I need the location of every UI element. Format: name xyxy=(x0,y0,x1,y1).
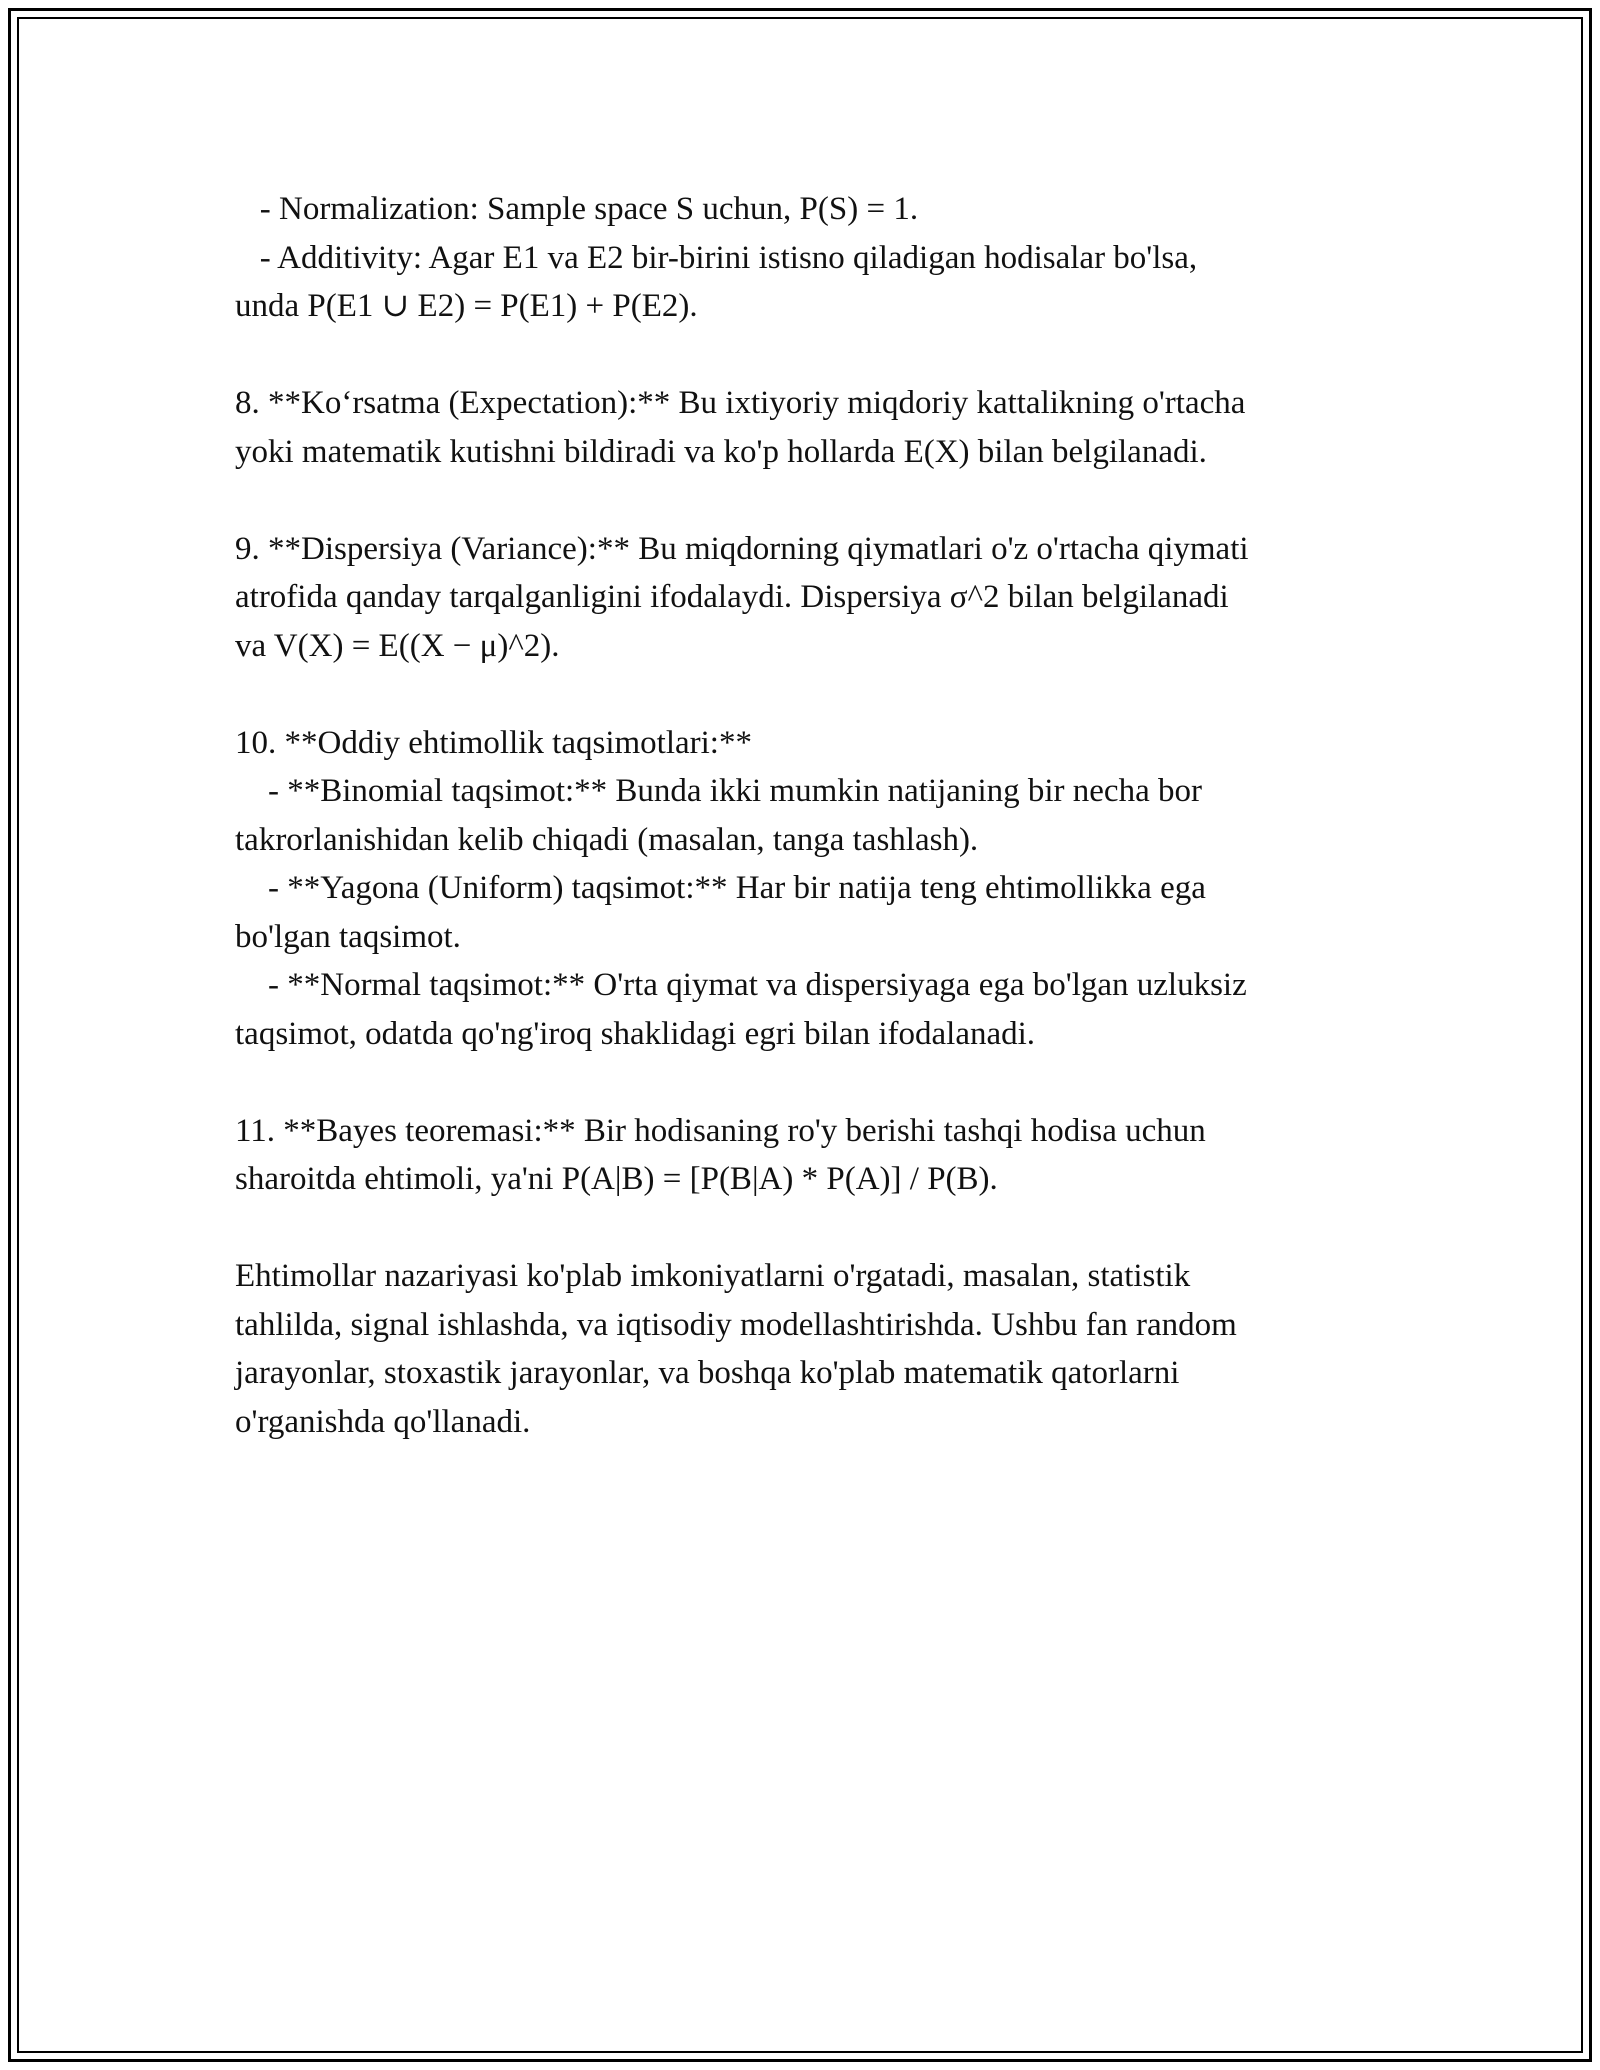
paragraph-spacer xyxy=(235,331,1385,380)
binomial-line-1: - **Binomial taqsimot:** Bunda ikki mumkin natijaning bir necha bor xyxy=(235,773,1202,809)
variance-item xyxy=(235,525,1385,671)
expectation-item xyxy=(235,379,1385,476)
conclusion-line-4: o'rganishda qo'llanadi. xyxy=(235,1403,531,1440)
normalization-line: - Normalization: Sample space S uchun, P(S) = 1. xyxy=(235,191,919,227)
probability-axioms-block xyxy=(235,185,1385,331)
distributions-heading: 10. **Oddiy ehtimollik taqsimotlari:** xyxy=(235,724,752,761)
bayes-line-2: sharoitda ehtimoli, ya'ni P(A|B) = [P(B|A) * P(A)] / P(B). xyxy=(235,1161,998,1197)
variance-line-2: atrofida qanday tarqalganligini ifodalaydi. Dispersiya σ^2 bilan belgilanadi xyxy=(235,579,1229,615)
conclusion-line-3: jarayonlar, stoxastik jarayonlar, va boshqa ko'plab matematik qatorlarni xyxy=(235,1355,1180,1391)
expectation-line-1: 8. **Ko‘rsatma (Expectation):** Bu ixtiyoriy miqdoriy kattalikning o'rtacha xyxy=(235,385,1246,421)
conclusion-paragraph xyxy=(235,1252,1385,1446)
paragraph-spacer xyxy=(235,1204,1385,1253)
binomial-line-2: takrorlanishidan kelib chiqadi (masalan, tanga tashlash). xyxy=(235,821,979,858)
expectation-line-2: yoki matematik kutishni bildiradi va ko'p hollarda E(X) bilan belgilanadi. xyxy=(235,433,1207,470)
conclusion-line-1: Ehtimollar nazariyasi ko'plab imkoniyatlarni o'rgatadi, masalan, statistik xyxy=(235,1258,1191,1294)
paragraph-spacer xyxy=(235,1058,1385,1107)
normal-line-1: - **Normal taqsimot:** O'rta qiymat va dispersiyaga ega bo'lgan uzluksiz xyxy=(235,967,1247,1003)
distributions-item xyxy=(235,719,1385,1059)
paragraph-spacer xyxy=(235,476,1385,525)
bayes-item xyxy=(235,1107,1385,1204)
additivity-formula-line: unda P(E1 ∪ E2) = P(E1) + P(E2). xyxy=(235,288,698,324)
additivity-line: - Additivity: Agar E1 va E2 bir-birini istisno qiladigan hodisalar bo'lsa, xyxy=(235,239,1198,276)
uniform-line-2: bo'lgan taqsimot. xyxy=(235,918,461,955)
variance-line-1: 9. **Dispersiya (Variance):** Bu miqdorning qiymatlari o'z o'rtacha qiymati xyxy=(235,530,1249,567)
document-body xyxy=(235,185,1385,1446)
normal-line-2: taqsimot, odatda qo'ng'iroq shaklidagi egri bilan ifodalanadi. xyxy=(235,1015,1036,1052)
uniform-line-1: - **Yagona (Uniform) taqsimot:** Har bir natija teng ehtimollikka ega xyxy=(235,870,1206,906)
variance-line-3: va V(X) = E((X − μ)^2). xyxy=(235,627,560,664)
paragraph-spacer xyxy=(235,670,1385,719)
conclusion-line-2: tahlilda, signal ishlashda, va iqtisodiy modellashtirishda. Ushbu fan random xyxy=(235,1306,1237,1343)
bayes-line-1: 11. **Bayes teoremasi:** Bir hodisaning ro'y berishi tashqi hodisa uchun xyxy=(235,1112,1206,1149)
